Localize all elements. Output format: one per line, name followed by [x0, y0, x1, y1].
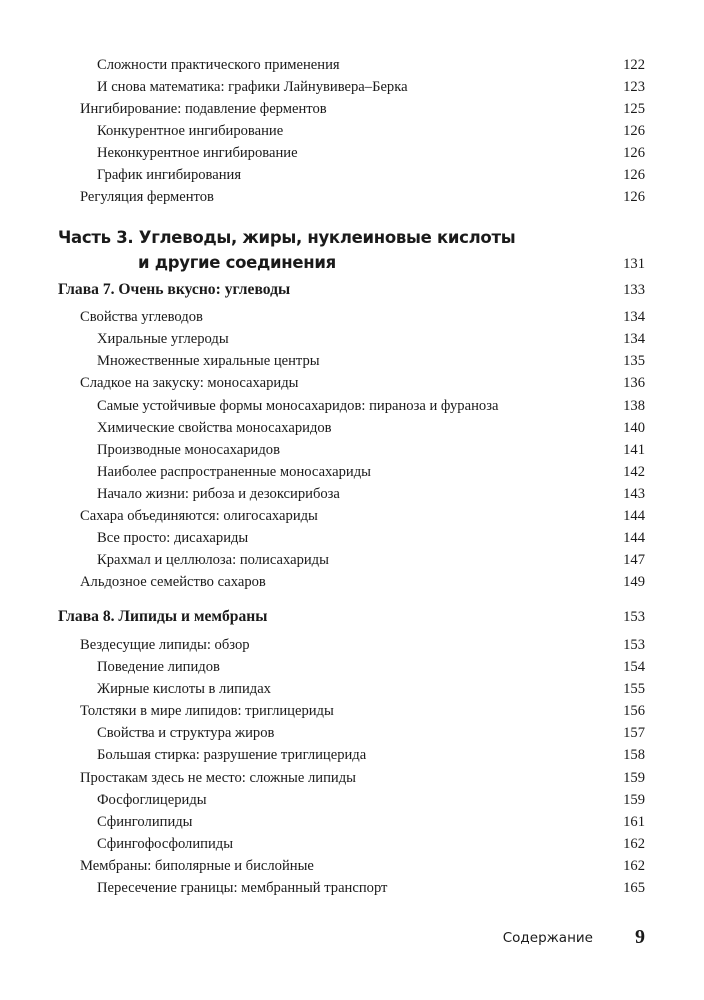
- toc-entry-page: 159: [623, 792, 645, 808]
- toc-entry-title: Альдозное семейство сахаров: [80, 574, 266, 590]
- toc-entry: [0, 350, 704, 372]
- chapter-page: 133: [623, 282, 645, 298]
- toc-entry-title: Сфингофосфолипиды: [97, 836, 234, 852]
- toc-entry-page: 123: [623, 79, 645, 95]
- toc-entry-title: Пересечение границы: мембранный транспорт: [97, 880, 388, 896]
- toc-entry-page: 136: [623, 375, 645, 391]
- toc-entry-page: 159: [623, 770, 645, 786]
- toc-entry: [0, 328, 704, 350]
- toc-entry-page: 162: [623, 858, 645, 874]
- toc-entry-page: 158: [623, 747, 645, 763]
- toc-entry-page: 135: [623, 353, 645, 369]
- toc-entry-title: Вездесущие липиды: обзор: [80, 637, 250, 653]
- toc-entry: [0, 833, 704, 855]
- toc-entry-page: 156: [623, 703, 645, 719]
- toc-entry-page: 147: [623, 552, 645, 568]
- toc-entry: [0, 142, 704, 164]
- chapter-title: Глава 8. Липиды и мембраны: [58, 608, 268, 625]
- toc-entry-page: 125: [623, 101, 645, 117]
- part-page: 131: [623, 256, 645, 272]
- toc-entry: [0, 186, 704, 208]
- toc-entry-title: Сложности практического применения: [97, 57, 340, 73]
- toc-entry-page: 157: [623, 725, 645, 741]
- toc-entry: [0, 549, 704, 571]
- toc-entry-page: 126: [623, 145, 645, 161]
- toc-entry-page: 165: [623, 880, 645, 896]
- toc-entry-title: Сахара объединяются: олигосахариды: [80, 508, 318, 524]
- toc-entry-page: 134: [623, 309, 645, 325]
- toc-entry-title: Хиральные углероды: [97, 331, 229, 347]
- toc-entry-title: График ингибирования: [97, 167, 242, 183]
- toc-entry: [0, 656, 704, 678]
- toc-entry-title: Жирные кислоты в липидах: [97, 681, 271, 697]
- footer-page-number: 9: [635, 926, 645, 948]
- toc-entry: [0, 855, 704, 877]
- toc-entry-page: 126: [623, 189, 645, 205]
- toc-entry: [0, 700, 704, 722]
- toc-entry-title: Свойства углеводов: [80, 309, 203, 325]
- toc-entry: [0, 461, 704, 483]
- toc-entry-title: Начало жизни: рибоза и дезоксирибоза: [97, 486, 340, 502]
- chapter-page: 153: [623, 609, 645, 625]
- toc-entry-title: Ингибирование: подавление ферментов: [80, 101, 327, 117]
- toc-entry-title: Самые устойчивые формы моносахаридов: пираноза и фураноза: [97, 398, 499, 414]
- toc-entry: [0, 678, 704, 700]
- toc-entry-page: 154: [623, 659, 645, 675]
- toc-entry-page: 126: [623, 123, 645, 139]
- part-title-line1: Часть 3. Углеводы, жиры, нуклеиновые кислоты: [58, 228, 516, 247]
- toc-entry: [0, 164, 704, 186]
- toc-entry-title: Сфинголипиды: [97, 814, 193, 830]
- toc-entry: [0, 571, 704, 593]
- chapter-title: Глава 7. Очень вкусно: углеводы: [58, 281, 291, 298]
- toc-entry-page: 138: [623, 398, 645, 414]
- toc-entry: [0, 811, 704, 833]
- toc-entry: [0, 439, 704, 461]
- toc-entry-title: Простакам здесь не место: сложные липиды: [80, 770, 356, 786]
- toc-entry-page: 161: [623, 814, 645, 830]
- toc-entry-title: Неконкурентное ингибирование: [97, 145, 298, 161]
- toc-entry-page: 155: [623, 681, 645, 697]
- toc-entry: [0, 372, 704, 394]
- toc-entry-title: Конкурентное ингибирование: [97, 123, 284, 139]
- chapter-heading: [0, 606, 704, 628]
- toc-entry-title: Наиболее распространенные моносахариды: [97, 464, 371, 480]
- toc-entry: [0, 527, 704, 549]
- toc-entry: [0, 634, 704, 656]
- chapter-heading: [0, 279, 704, 301]
- toc-entry-page: 149: [623, 574, 645, 590]
- toc-entry: [0, 877, 704, 899]
- toc-entry-title: И снова математика: графики Лайнувивера–Берка: [97, 79, 408, 95]
- toc-entry-page: 153: [623, 637, 645, 653]
- toc-entry: [0, 789, 704, 811]
- toc-entry-page: 143: [623, 486, 645, 502]
- toc-entry: [0, 54, 704, 76]
- toc-entry-title: Все просто: дисахариды: [97, 530, 249, 546]
- toc-entry: [0, 76, 704, 98]
- toc-entry-page: 134: [623, 331, 645, 347]
- toc-entry: [0, 767, 704, 789]
- toc-entry-page: 162: [623, 836, 645, 852]
- toc-entry-page: 142: [623, 464, 645, 480]
- toc-entry-page: 144: [623, 530, 645, 546]
- toc-entry: [0, 722, 704, 744]
- toc-entry-page: 144: [623, 508, 645, 524]
- part-title-line2: и другие соединения: [138, 253, 336, 272]
- toc-entry: [0, 505, 704, 527]
- toc-entry: [0, 306, 704, 328]
- toc-entry: [0, 120, 704, 142]
- toc-entry-title: Фосфоглицериды: [97, 792, 207, 808]
- toc-entry-title: Свойства и структура жиров: [97, 725, 275, 741]
- toc-entry-title: Крахмал и целлюлоза: полисахариды: [97, 552, 329, 568]
- toc-entry-title: Регуляция ферментов: [80, 189, 214, 205]
- toc-entry-page: 141: [623, 442, 645, 458]
- toc-entry: [0, 744, 704, 766]
- toc-entry-title: Поведение липидов: [97, 659, 220, 675]
- toc-entry-title: Сладкое на закуску: моносахариды: [80, 375, 299, 391]
- toc-entry-page: 126: [623, 167, 645, 183]
- toc-entry: [0, 417, 704, 439]
- toc-entry-title: Химические свойства моносахаридов: [97, 420, 332, 436]
- toc-entry: [0, 483, 704, 505]
- toc-entry: [0, 395, 704, 417]
- toc-entry-title: Мембраны: биполярные и бислойные: [80, 858, 314, 874]
- toc-entry-page: 140: [623, 420, 645, 436]
- footer-section-label: Содержание: [502, 930, 593, 946]
- toc-entry-title: Большая стирка: разрушение триглицерида: [97, 747, 367, 763]
- toc-entry-title: Толстяки в мире липидов: триглицериды: [80, 703, 334, 719]
- toc-entry: [0, 98, 704, 120]
- toc-entry-title: Множественные хиральные центры: [97, 353, 320, 369]
- toc-entry-page: 122: [623, 57, 645, 73]
- toc-entry-title: Производные моносахаридов: [97, 442, 280, 458]
